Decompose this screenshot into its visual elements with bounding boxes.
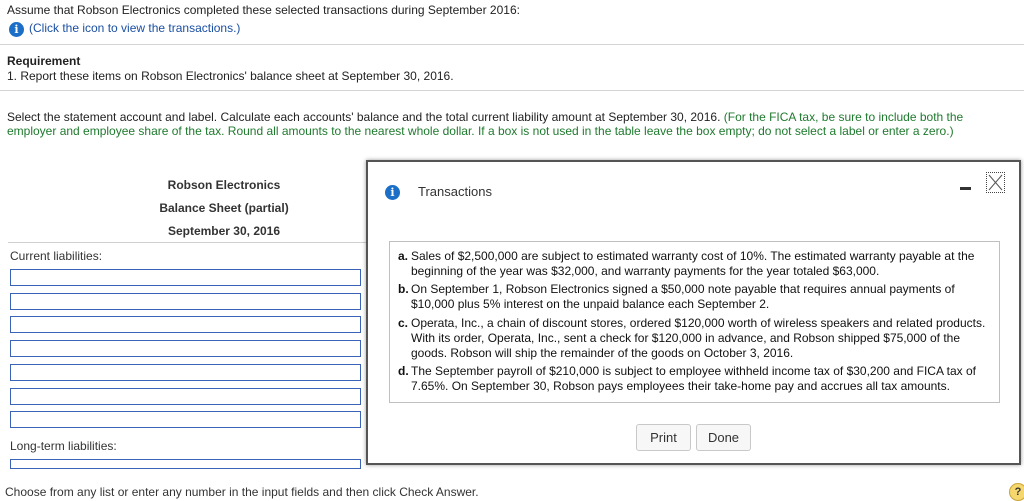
transaction-item: c. Operata, Inc., a chain of discount stores, ordered $120,000 worth of wireless speakers and related products. With its order, Operata, Inc., sent a check for $120,000 in advance, and Robson shipped $75,000 of the goods. Robson will ship the remainder of the goods on October 3, 2016. (398, 316, 986, 360)
requirement-heading: Requirement (7, 54, 81, 68)
done-button[interactable]: Done (696, 424, 751, 451)
current-liability-account-select-3[interactable] (10, 316, 361, 333)
bs-date: September 30, 2016 (167, 224, 281, 238)
long-term-liability-account-select[interactable] (10, 459, 361, 469)
transaction-item: d. The September payroll of $210,000 is subject to employee withheld income tax of $30,200 and FICA tax of 7.65%. On September 30, Robson pays employees their take-home pay and accrues all tax amounts. (398, 364, 977, 393)
modal-title: Transactions (418, 184, 492, 199)
current-liability-account-select-5[interactable] (10, 364, 361, 381)
close-button[interactable] (986, 172, 1005, 193)
instructions-note-1: (For the FICA tax, be sure to include both the (723, 110, 964, 124)
assumption-text: Assume that Robson Electronics completed these selected transactions during September 2016: (7, 3, 520, 17)
instructions-note-2: employer and employee share of the tax. Round all amounts to the nearest whole dollar. If a box is not used in the table leave the box empty; do not select a label or enter a zero.) (7, 124, 954, 138)
view-transactions-link[interactable]: (Click the icon to view the transactions.) (29, 21, 241, 35)
current-liability-account-select-2[interactable] (10, 293, 361, 310)
print-button[interactable]: Print (636, 424, 691, 451)
current-liabilities-label: Current liabilities: (10, 249, 103, 263)
minimize-button[interactable] (960, 187, 971, 190)
transaction-item: b. On September 1, Robson Electronics signed a $50,000 note payable that requires annual payments of $10,000 plus 5% interest on the unpaid balance each September 2. (398, 282, 955, 311)
current-liability-total-select[interactable] (10, 411, 361, 428)
instructions (7, 110, 1017, 124)
bs-company: Robson Electronics (167, 178, 281, 192)
modal-info-icon: i (385, 183, 400, 201)
help-icon[interactable]: ? (1009, 483, 1024, 501)
close-icon (987, 173, 1004, 192)
transaction-item: a. Sales of $2,500,000 are subject to estimated warranty cost of 10%. The estimated warranty payable at the beginning of the year was $32,000, and warranty payments for the year totaled $63,000. (398, 249, 975, 278)
requirement-text: 1. Report these items on Robson Electronics' balance sheet at September 30, 2016. (7, 69, 454, 83)
check-answer-hint: Choose from any list or enter any number in the input fields and then click Check Answer. (5, 485, 479, 499)
transactions-list (389, 241, 1000, 403)
instructions-main: Select the statement account and label. Calculate each accounts' balance and the total current liability amount at September 30, 2016. (7, 110, 721, 124)
current-liability-account-select-4[interactable] (10, 340, 361, 357)
transactions-modal (366, 160, 1021, 465)
info-icon[interactable]: i (9, 20, 24, 38)
long-term-liabilities-label: Long-term liabilities: (10, 439, 117, 453)
current-liability-account-select-6[interactable] (10, 388, 361, 405)
bs-title: Balance Sheet (partial) (159, 201, 289, 215)
current-liability-account-select-1[interactable] (10, 269, 361, 286)
